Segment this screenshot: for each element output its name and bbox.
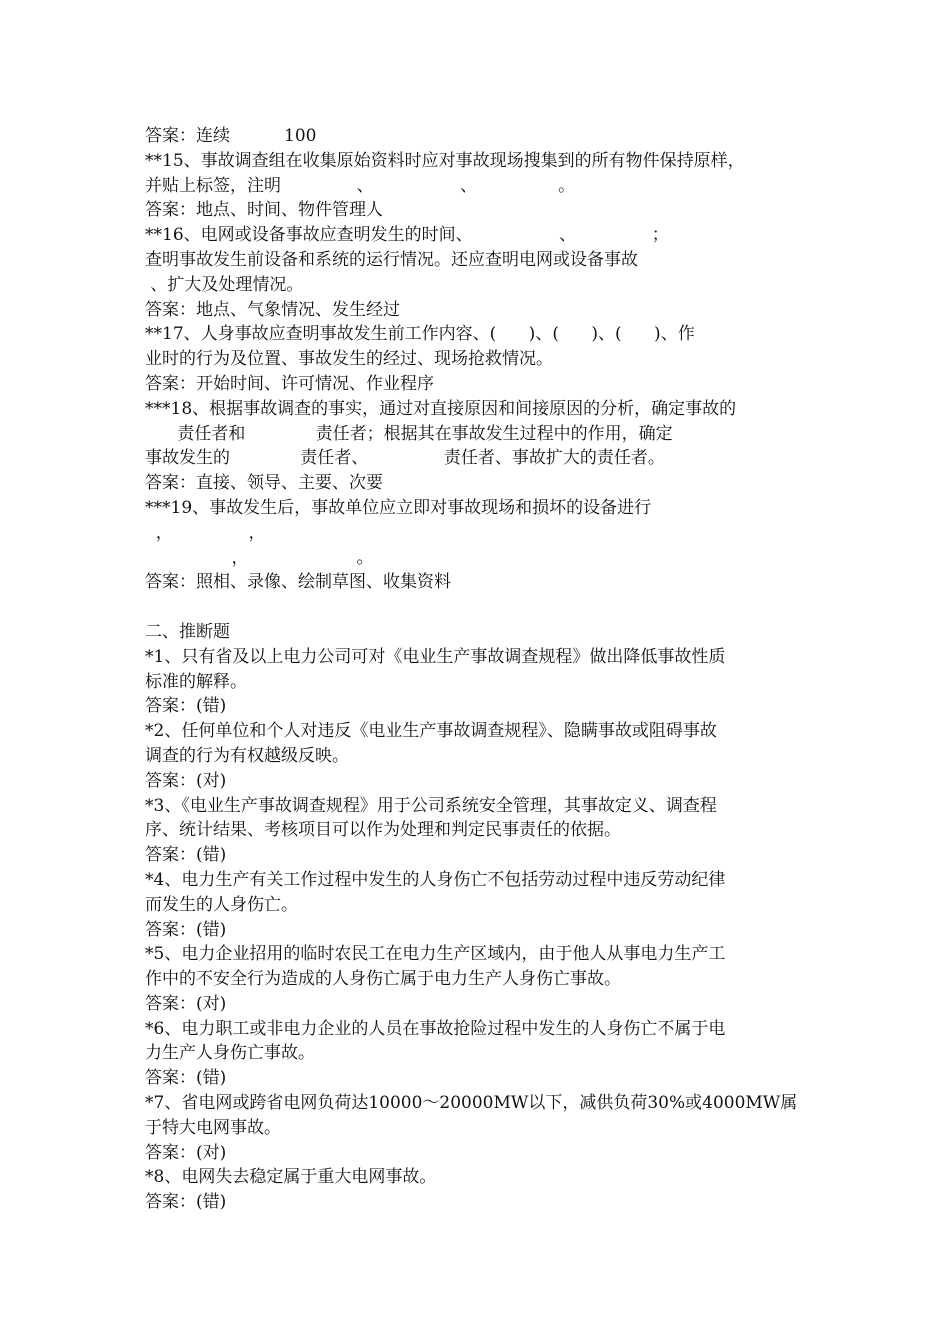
text-line: *5、电力企业招用的临时农民工在电力生产区域内，由于他人从事电力生产工 bbox=[145, 944, 726, 965]
answer-line: 答案：照相、录像、绘制草图、收集资料 bbox=[145, 572, 451, 593]
text-line: ***18、根据事故调查的事实，通过对直接原因和间接原因的分析，确定事故的 bbox=[145, 398, 737, 419]
text-line: *8、电网失去稳定属于重大电网事故。 bbox=[145, 1167, 437, 1188]
answer-line: 答案：直接、领导、主要、次要 bbox=[145, 473, 383, 494]
text-line: **16、电网或设备事故应查明发生的时间、 、 ； bbox=[145, 225, 669, 246]
answer-line: 答案：(错) bbox=[145, 919, 227, 940]
text-line: 标准的解释。 bbox=[145, 671, 247, 692]
text-line: 力生产人身伤亡事故。 bbox=[145, 1043, 315, 1064]
text-line: ， ， bbox=[145, 522, 266, 543]
answer-line: 答案：(对) bbox=[145, 1142, 227, 1163]
text-line: *3、《电业生产事故调查规程》用于公司系统安全管理，其事故定义、调查程 bbox=[145, 795, 717, 816]
answer-line: 答案：开始时间、许可情况、作业程序 bbox=[145, 373, 434, 394]
answer-line: 答案：(错) bbox=[145, 845, 227, 866]
text-line: 而发生的人身伤亡。 bbox=[145, 894, 298, 915]
text-line: ***19、事故发生后，事故单位应立即对事故现场和损坏的设备进行 bbox=[145, 497, 652, 518]
answer-line: 答案：地点、时间、物件管理人 bbox=[145, 200, 383, 221]
answer-line: 答案：(对) bbox=[145, 993, 227, 1014]
text-line: **15、事故调查组在收集原始资料时应对事故现场搜集到的所有物件保持原样， bbox=[145, 150, 745, 171]
text-line: ， 。 bbox=[145, 547, 374, 568]
answer-line: 答案：连续 100 bbox=[145, 126, 317, 146]
text-line: 作中的不安全行为造成的人身伤亡属于电力生产人身伤亡事故。 bbox=[145, 969, 621, 990]
text-line: 二、推断题 bbox=[145, 621, 230, 642]
text-line: *4、电力生产有关工作过程中发生的人身伤亡不包括劳动过程中违反劳动纪律 bbox=[145, 869, 726, 890]
text-line: *6、电力职工或非电力企业的人员在事故抢险过程中发生的人身伤亡不属于电 bbox=[145, 1018, 726, 1039]
answer-line: 答案：(错) bbox=[145, 696, 227, 717]
text-line: **17、人身事故应查明事故发生前工作内容、( )、( )、( )、作 bbox=[145, 324, 695, 345]
answer-line: 答案：地点、气象情况、发生经过 bbox=[145, 299, 400, 320]
answer-line: 答案：(错) bbox=[145, 1192, 227, 1213]
text-line: 于特大电网事故。 bbox=[145, 1117, 281, 1138]
text-line: 调查的行为有权越级反映。 bbox=[145, 745, 349, 766]
text-line: 业时的行为及位置、事故发生的经过、现场抢救情况。 bbox=[145, 349, 553, 370]
answer-line: 答案：(对) bbox=[145, 770, 227, 791]
text-line: *7、省电网或跨省电网负荷达10000～20000MW以下，减供负荷30%或4000MW属 bbox=[145, 1093, 798, 1114]
answer-line: 答案：(错) bbox=[145, 1068, 227, 1089]
text-line: 并贴上标签，注明 、 、 。 bbox=[145, 175, 576, 196]
text-line: *2、任何单位和个人对违反《电业生产事故调查规程》、隐瞒事故或阻碍事故 bbox=[145, 721, 717, 742]
text-line: 序、统计结果、考核项目可以作为处理和判定民事责任的依据。 bbox=[145, 820, 621, 841]
text-line: 查明事故发生前设备和系统的运行情况。还应查明电网或设备事故 bbox=[145, 249, 638, 270]
text-line: 责任者和 责任者；根据其在事故发生过程中的作用，确定 bbox=[145, 423, 673, 444]
blank-line bbox=[145, 595, 825, 620]
text-line: 事故发生的 责任者、 责任者、事故扩大的责任者。 bbox=[145, 448, 665, 469]
text-line: *1、只有省及以上电力公司可对《电业生产事故调查规程》做出降低事故性质 bbox=[145, 646, 726, 667]
text-line: 、扩大及处理情况。 bbox=[145, 274, 304, 295]
document-page bbox=[145, 124, 825, 1215]
